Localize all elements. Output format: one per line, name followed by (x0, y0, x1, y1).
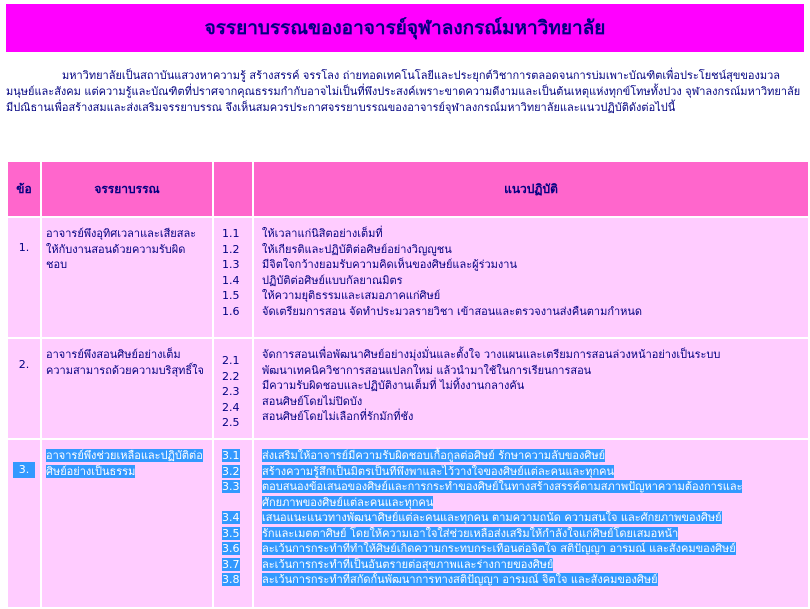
header-code (214, 162, 252, 216)
page-title: จรรยาบรรณของอาจารย์จุฬาลงกรณ์มหาวิทยาลัย (204, 17, 606, 39)
practice-item: ละเว้นการกระทำที่ทำให้ศิษย์เกิดความกระทบกระเทือนต่อจิตใจ สติปัญญา อารมณ์ และสังคมของศิษย์ (262, 542, 736, 555)
intro-paragraph: มหาวิทยาลัยเป็นสถาบันแสวงหาความรู้ สร้างสรรค์ จรรโลง ถ่ายทอดเทคโนโลยีและประยุกต์วิชาการตลอดจนการบ่มเพาะบัณฑิตเพื่อประโยชน์สุขของมวลมนุษย์และสังคม แต่ความรู้และบัณฑิตที่ปราศจากคุณธรรมกำกับอาจไม่เป็นที่พึงประสงค์เพราะขาดความดีงามและเป็นต้นเหตุแห่งทุกข์โทษทั้งปวง จุฬาลงกรณ์มหาวิทยาลัยมีปณิธานเพื่อสร้างสมและส่งเสริมจรรยาบรรณ จึงเห็นสมควรประกาศจรรยาบรรณของอาจารย์จุฬาลงกรณ์มหาวิทยาลัยและแนวปฏิบัติดังต่อไปนี้ (6, 69, 801, 114)
ethics-table (6, 160, 810, 609)
practice-item: สอนศิษย์โดยไม่ปิดบัง (262, 394, 363, 408)
table-row (8, 339, 808, 438)
practice-item: จัดการสอนเพื่อพัฒนาศิษย์อย่างมุ่งมั่นและตั้งใจ วางแผนและเตรียมการสอนล่วงหน้าอย่างเป็นระบบ (262, 348, 721, 361)
practice-item: มีความรับผิดชอบและปฏิบัติงานเต็มที่ ไม่ทิ้งงานกลางคัน (262, 379, 525, 392)
row-number: 3. (8, 440, 40, 607)
practice-item: สร้างความรู้สึกเป็นมิตรเป็นที่พึ่งพาและไว้วางใจของศิษย์แต่ละคนและทุกคน (262, 464, 614, 478)
practice-item: พัฒนาเทคนิควิชาการสอนแปลกใหม่ แล้วนำมาใช้ในการเรียนการสอน (262, 363, 592, 377)
practice-item: ละเว้นการกระทำที่สกัดกั้นพัฒนาการทางสติปัญญา อารมณ์ จิตใจ และสังคมของศิษย์ (262, 573, 658, 586)
practice-item: ตอบสนองข้อเสนอของศิษย์และการกระทำของศิษย์ในทางสร้างสรรค์ตามสภาพปัญหาความต้องการและ (262, 480, 743, 493)
practice-item: ส่งเสริมให้อาจารย์มีความรับผิดชอบเกื้อกูลต่อศิษย์ รักษาความลับของศิษย์ (262, 449, 606, 462)
practice-cell (254, 339, 808, 438)
ethic-cell: อาจารย์พึงช่วยเหลือและปฏิบัติต่อศิษย์อย่างเป็นธรรม (42, 440, 212, 607)
practice-item: จัดเตรียมการสอน จัดทำประมวลรายวิชา เข้าสอนและตรวจงานส่งคืนตามกำหนด (262, 304, 643, 318)
practice-item: ละเว้นการกระทำที่เป็นอันตรายต่อสุขภาพและร่างกายของศิษย์ (262, 557, 554, 571)
table-row (8, 218, 808, 337)
practice-cell (254, 440, 808, 607)
header-practice: แนวปฏิบัติ (254, 162, 808, 216)
header-no: ข้อ (8, 162, 40, 216)
header-ethic: จรรยาบรรณ (42, 162, 212, 216)
practice-item: มีจิตใจกว้างยอมรับความคิดเห็นของศิษย์และผู้ร่วมงาน (262, 258, 517, 271)
practice-item: ให้เวลาแก่นิสิตอย่างเต็มที่ (262, 227, 383, 240)
page-title-banner (6, 4, 804, 52)
practice-item: เสนอแนะแนวทางพัฒนาศิษย์แต่ละคนและทุกคน ตามความถนัด ความสนใจ และศักยภาพของศิษย์ (262, 511, 722, 524)
practice-item: รักและเมตตาศิษย์ โดยให้ความเอาใจใส่ช่วยเหลือส่งเสริมให้กำลังใจแก่ศิษย์โดยเสมอหน้า (262, 526, 679, 540)
practice-item: ปฏิบัติต่อศิษย์แบบกัลยาณมิตร (262, 273, 403, 287)
ethic-cell: อาจารย์พึงอุทิศเวลาและเสียสละให้กับงานสอนด้วยความรับผิดชอบ (42, 218, 212, 337)
table-header-row (8, 162, 808, 216)
code-cell: 1.1 1.2 1.3 1.4 1.5 1.6 (214, 218, 252, 337)
row-number: 2. (8, 339, 40, 438)
practice-item: สอนศิษย์โดยไม่เลือกที่รักมักที่ชัง (262, 410, 414, 423)
ethic-cell: อาจารย์พึงสอนศิษย์อย่างเต็มความสามารถด้วยความบริสุทธิ์ใจ (42, 339, 212, 438)
practice-item: ให้เกียรติและปฏิบัติต่อศิษย์อย่างวิญญูชน (262, 242, 452, 256)
practice-cell (254, 218, 808, 337)
practice-item: ให้ความยุติธรรมและเสมอภาคแก่ศิษย์ (262, 289, 441, 302)
row-number: 1. (8, 218, 40, 337)
code-cell: 3.1 3.2 3.3 3.4 3.5 3.6 3.7 3.8 (214, 440, 252, 607)
practice-item: ศักยภาพของศิษย์แต่ละคนและทุกคน (262, 495, 434, 509)
code-cell: 2.1 2.2 2.3 2.4 2.5 (214, 339, 252, 438)
table-row-selected (8, 440, 808, 607)
